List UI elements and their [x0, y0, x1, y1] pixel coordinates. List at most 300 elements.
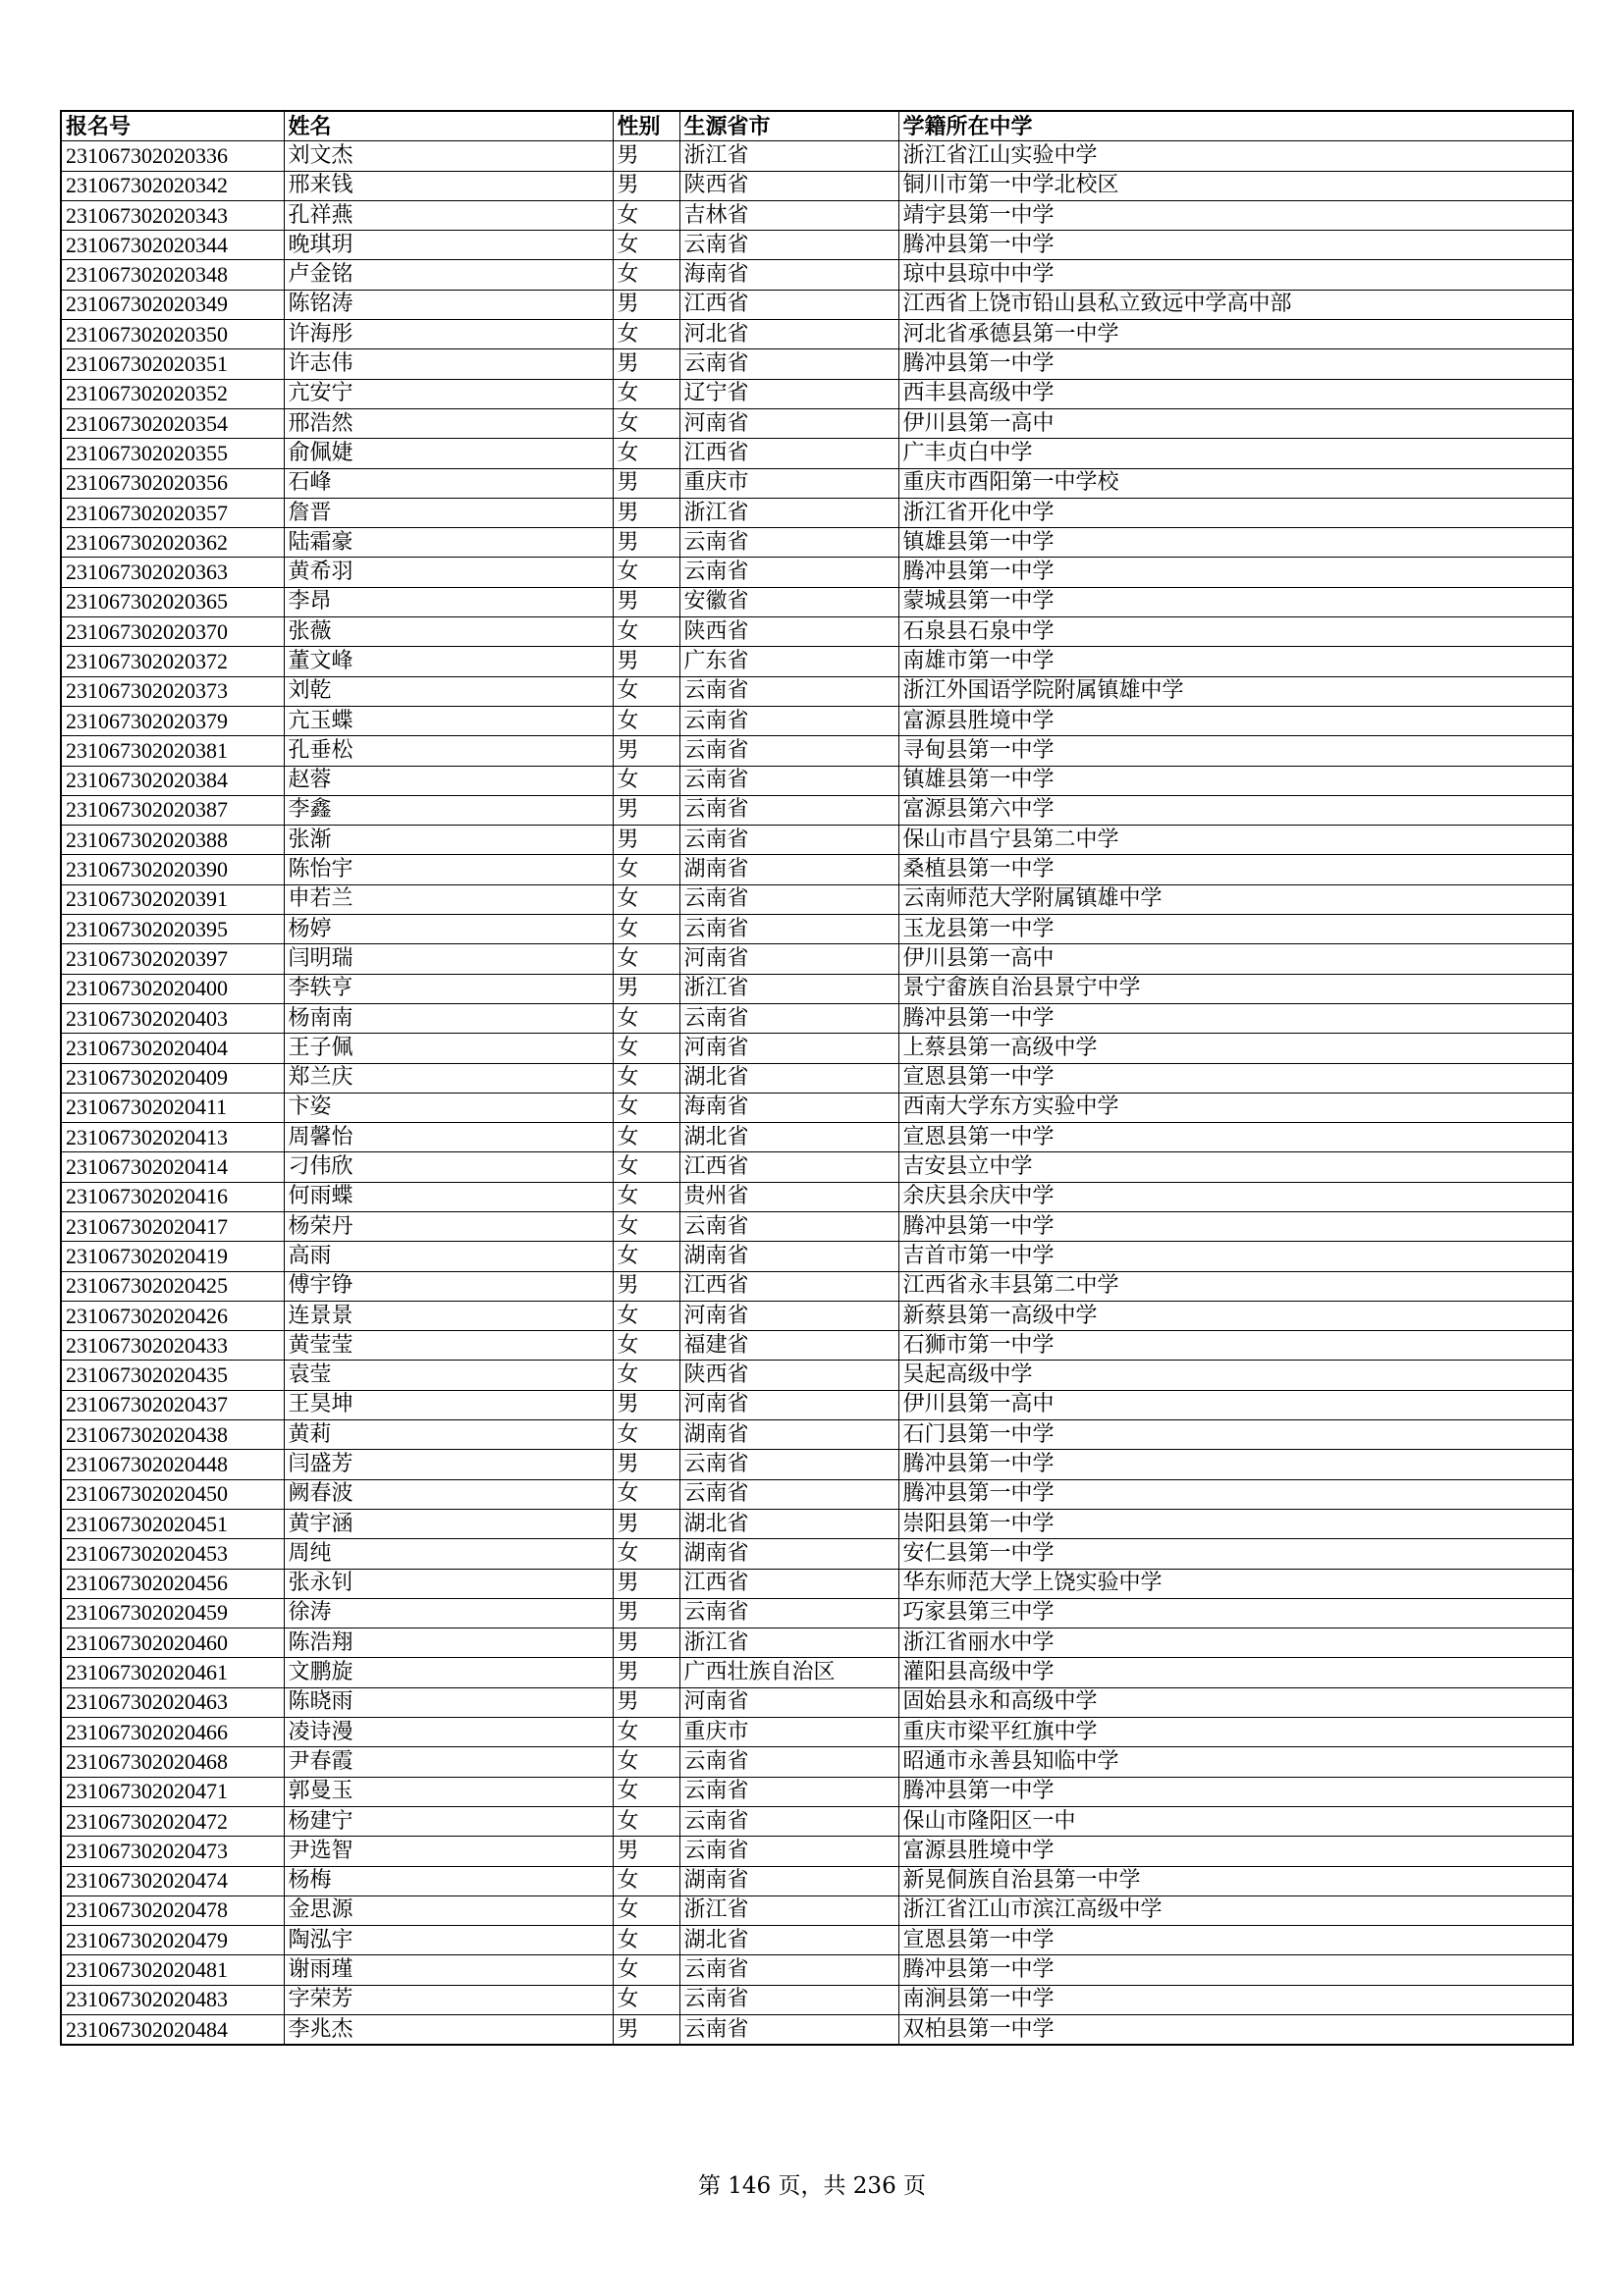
gender-cell: 男 [613, 647, 679, 676]
registration-number-cell: 231067302020451 [61, 1509, 284, 1538]
school-cell: 石泉县石泉中学 [898, 617, 1573, 647]
registration-number-cell: 231067302020354 [61, 408, 284, 438]
registration-number-cell: 231067302020471 [61, 1777, 284, 1806]
school-cell: 蒙城县第一中学 [898, 587, 1573, 616]
province-cell: 云南省 [679, 1747, 898, 1777]
province-cell: 云南省 [679, 1598, 898, 1628]
name-cell: 杨荣丹 [284, 1211, 613, 1241]
registration-number-cell: 231067302020478 [61, 1896, 284, 1925]
table-row [61, 1390, 1573, 1419]
table-row [61, 200, 1573, 230]
table-row [61, 1211, 1573, 1241]
gender-cell: 男 [613, 1629, 679, 1658]
name-cell: 杨婷 [284, 915, 613, 944]
school-cell: 新蔡县第一高级中学 [898, 1301, 1573, 1330]
province-cell: 湖南省 [679, 1420, 898, 1450]
table-row [61, 1837, 1573, 1866]
province-cell: 云南省 [679, 736, 898, 766]
school-cell: 腾冲县第一中学 [898, 1211, 1573, 1241]
province-cell: 云南省 [679, 1003, 898, 1033]
registration-number-cell: 231067302020403 [61, 1003, 284, 1033]
school-cell: 保山市隆阳区一中 [898, 1806, 1573, 1836]
province-cell: 河南省 [679, 1687, 898, 1717]
name-cell: 阙春波 [284, 1479, 613, 1509]
school-cell: 琼中县琼中中学 [898, 260, 1573, 290]
registration-number-cell: 231067302020450 [61, 1479, 284, 1509]
table-row [61, 1985, 1573, 2014]
registration-number-cell: 231067302020373 [61, 676, 284, 706]
name-cell: 黄莹莹 [284, 1331, 613, 1361]
header-registration-number: 报名号 [61, 111, 284, 141]
province-cell: 湖北省 [679, 1063, 898, 1093]
name-cell: 傅宇铮 [284, 1271, 613, 1301]
gender-cell: 女 [613, 231, 679, 260]
table-row [61, 647, 1573, 676]
gender-cell: 女 [613, 617, 679, 647]
registration-number-cell: 231067302020356 [61, 468, 284, 498]
province-cell: 陕西省 [679, 171, 898, 200]
table-row [61, 1926, 1573, 1955]
province-cell: 云南省 [679, 1479, 898, 1509]
province-cell: 云南省 [679, 1806, 898, 1836]
gender-cell: 女 [613, 408, 679, 438]
registration-number-cell: 231067302020433 [61, 1331, 284, 1361]
province-cell: 云南省 [679, 1450, 898, 1479]
registration-number-cell: 231067302020466 [61, 1718, 284, 1747]
province-cell: 河南省 [679, 1390, 898, 1419]
province-cell: 江西省 [679, 290, 898, 319]
name-cell: 李兆杰 [284, 2015, 613, 2046]
province-cell: 云南省 [679, 528, 898, 558]
school-cell: 余庆县余庆中学 [898, 1182, 1573, 1211]
province-cell: 浙江省 [679, 498, 898, 527]
gender-cell: 男 [613, 1569, 679, 1598]
province-cell: 湖南省 [679, 1242, 898, 1271]
gender-cell: 女 [613, 1361, 679, 1390]
name-cell: 凌诗漫 [284, 1718, 613, 1747]
province-cell: 湖北省 [679, 1509, 898, 1538]
gender-cell: 男 [613, 290, 679, 319]
registration-number-cell: 231067302020342 [61, 171, 284, 200]
province-cell: 福建省 [679, 1331, 898, 1361]
school-cell: 巧家县第三中学 [898, 1598, 1573, 1628]
registration-number-cell: 231067302020390 [61, 855, 284, 884]
gender-cell: 女 [613, 1479, 679, 1509]
school-cell: 铜川市第一中学北校区 [898, 171, 1573, 200]
page-footer: 第 146 页，共 236 页 [697, 2173, 927, 2199]
gender-cell: 男 [613, 1658, 679, 1687]
province-cell: 湖北省 [679, 1123, 898, 1152]
school-cell: 华东师范大学上饶实验中学 [898, 1569, 1573, 1598]
gender-cell: 女 [613, 1331, 679, 1361]
province-cell: 浙江省 [679, 974, 898, 1003]
table-row [61, 1034, 1573, 1063]
name-cell: 杨建宁 [284, 1806, 613, 1836]
registration-number-cell: 231067302020362 [61, 528, 284, 558]
gender-cell: 男 [613, 141, 679, 171]
school-cell: 景宁畲族自治县景宁中学 [898, 974, 1573, 1003]
registration-number-cell: 231067302020388 [61, 826, 284, 855]
table-row [61, 1361, 1573, 1390]
name-cell: 尹春霞 [284, 1747, 613, 1777]
gender-cell: 男 [613, 1687, 679, 1717]
header-province: 生源省市 [679, 111, 898, 141]
gender-cell: 男 [613, 795, 679, 825]
gender-cell: 女 [613, 1896, 679, 1925]
registration-number-cell: 231067302020426 [61, 1301, 284, 1330]
gender-cell: 男 [613, 1390, 679, 1419]
gender-cell: 女 [613, 439, 679, 468]
registration-number-cell: 231067302020479 [61, 1926, 284, 1955]
province-cell: 重庆市 [679, 468, 898, 498]
gender-cell: 男 [613, 171, 679, 200]
name-cell: 金思源 [284, 1896, 613, 1925]
name-cell: 张永钊 [284, 1569, 613, 1598]
table-row [61, 826, 1573, 855]
table-row [61, 915, 1573, 944]
name-cell: 黄宇涵 [284, 1509, 613, 1538]
gender-cell: 女 [613, 1093, 679, 1122]
name-cell: 孔垂松 [284, 736, 613, 766]
gender-cell: 女 [613, 676, 679, 706]
name-cell: 尹选智 [284, 1837, 613, 1866]
name-cell: 邢浩然 [284, 408, 613, 438]
school-cell: 腾冲县第一中学 [898, 1003, 1573, 1033]
gender-cell: 女 [613, 1539, 679, 1569]
gender-cell: 女 [613, 1152, 679, 1182]
province-cell: 重庆市 [679, 1718, 898, 1747]
name-cell: 闫盛芳 [284, 1450, 613, 1479]
registration-number-cell: 231067302020372 [61, 647, 284, 676]
gender-cell: 男 [613, 2015, 679, 2046]
name-cell: 周馨怡 [284, 1123, 613, 1152]
school-cell: 吴起高级中学 [898, 1361, 1573, 1390]
gender-cell: 女 [613, 1955, 679, 1985]
name-cell: 袁莹 [284, 1361, 613, 1390]
header-name: 姓名 [284, 111, 613, 141]
table-row [61, 706, 1573, 735]
gender-cell: 男 [613, 736, 679, 766]
gender-cell: 女 [613, 1034, 679, 1063]
school-cell: 伊川县第一高中 [898, 944, 1573, 974]
registration-number-cell: 231067302020461 [61, 1658, 284, 1687]
school-cell: 河北省承德县第一中学 [898, 320, 1573, 349]
name-cell: 字荣芳 [284, 1985, 613, 2014]
province-cell: 湖北省 [679, 1926, 898, 1955]
registration-number-cell: 231067302020400 [61, 974, 284, 1003]
school-cell: 固始县永和高级中学 [898, 1687, 1573, 1717]
name-cell: 卢金铭 [284, 260, 613, 290]
registration-number-cell: 231067302020344 [61, 231, 284, 260]
gender-cell: 男 [613, 468, 679, 498]
table-row [61, 884, 1573, 914]
gender-cell: 男 [613, 587, 679, 616]
gender-cell: 女 [613, 1985, 679, 2014]
table-row [61, 408, 1573, 438]
province-cell: 云南省 [679, 231, 898, 260]
school-cell: 腾冲县第一中学 [898, 349, 1573, 379]
school-cell: 镇雄县第一中学 [898, 766, 1573, 795]
table-row [61, 1152, 1573, 1182]
school-cell: 富源县胜境中学 [898, 706, 1573, 735]
school-cell: 西丰县高级中学 [898, 379, 1573, 408]
name-cell: 李鑫 [284, 795, 613, 825]
province-cell: 云南省 [679, 915, 898, 944]
school-cell: 石狮市第一中学 [898, 1331, 1573, 1361]
table-row [61, 171, 1573, 200]
province-cell: 江西省 [679, 1569, 898, 1598]
registration-number-cell: 231067302020483 [61, 1985, 284, 2014]
province-cell: 云南省 [679, 676, 898, 706]
registration-number-cell: 231067302020448 [61, 1450, 284, 1479]
table-row [61, 2015, 1573, 2046]
province-cell: 安徽省 [679, 587, 898, 616]
registration-number-cell: 231067302020370 [61, 617, 284, 647]
gender-cell: 男 [613, 1509, 679, 1538]
name-cell: 许志伟 [284, 349, 613, 379]
registration-number-cell: 231067302020348 [61, 260, 284, 290]
province-cell: 云南省 [679, 1211, 898, 1241]
registration-number-cell: 231067302020435 [61, 1361, 284, 1390]
name-cell: 石峰 [284, 468, 613, 498]
table-row [61, 1569, 1573, 1598]
registration-number-cell: 231067302020391 [61, 884, 284, 914]
name-cell: 周纯 [284, 1539, 613, 1569]
table-row [61, 1509, 1573, 1538]
header-row [61, 111, 1573, 141]
gender-cell: 男 [613, 1598, 679, 1628]
school-cell: 石门县第一中学 [898, 1420, 1573, 1450]
name-cell: 郑兰庆 [284, 1063, 613, 1093]
table-row [61, 498, 1573, 527]
table-row [61, 468, 1573, 498]
school-cell: 腾冲县第一中学 [898, 1777, 1573, 1806]
school-cell: 伊川县第一高中 [898, 1390, 1573, 1419]
province-cell: 陕西省 [679, 617, 898, 647]
table-row [61, 349, 1573, 379]
table-row [61, 260, 1573, 290]
name-cell: 陈浩翔 [284, 1629, 613, 1658]
school-cell: 江西省上饶市铅山县私立致远中学高中部 [898, 290, 1573, 319]
table-row [61, 1301, 1573, 1330]
province-cell: 浙江省 [679, 1896, 898, 1925]
school-cell: 吉首市第一中学 [898, 1242, 1573, 1271]
province-cell: 广西壮族自治区 [679, 1658, 898, 1687]
gender-cell: 女 [613, 1806, 679, 1836]
school-cell: 腾冲县第一中学 [898, 1479, 1573, 1509]
gender-cell: 女 [613, 1420, 679, 1450]
school-cell: 广丰贞白中学 [898, 439, 1573, 468]
gender-cell: 女 [613, 1777, 679, 1806]
school-cell: 镇雄县第一中学 [898, 528, 1573, 558]
table-row [61, 795, 1573, 825]
gender-cell: 女 [613, 1003, 679, 1033]
registration-number-cell: 231067302020355 [61, 439, 284, 468]
name-cell: 杨梅 [284, 1866, 613, 1896]
gender-cell: 男 [613, 498, 679, 527]
registration-number-cell: 231067302020409 [61, 1063, 284, 1093]
province-cell: 云南省 [679, 2015, 898, 2046]
school-cell: 云南师范大学附属镇雄中学 [898, 884, 1573, 914]
gender-cell: 男 [613, 974, 679, 1003]
school-cell: 昭通市永善县知临中学 [898, 1747, 1573, 1777]
registration-number-cell: 231067302020349 [61, 290, 284, 319]
name-cell: 杨南南 [284, 1003, 613, 1033]
school-cell: 江西省永丰县第二中学 [898, 1271, 1573, 1301]
table-row [61, 944, 1573, 974]
table-row [61, 1242, 1573, 1271]
province-cell: 江西省 [679, 439, 898, 468]
gender-cell: 男 [613, 1450, 679, 1479]
name-cell: 詹晋 [284, 498, 613, 527]
province-cell: 湖南省 [679, 1866, 898, 1896]
school-cell: 安仁县第一中学 [898, 1539, 1573, 1569]
school-cell: 富源县胜境中学 [898, 1837, 1573, 1866]
gender-cell: 女 [613, 1123, 679, 1152]
gender-cell: 女 [613, 766, 679, 795]
school-cell: 浙江省开化中学 [898, 498, 1573, 527]
table-row [61, 1123, 1573, 1152]
header-school: 学籍所在中学 [898, 111, 1573, 141]
table-row [61, 290, 1573, 319]
table-row [61, 1063, 1573, 1093]
gender-cell: 女 [613, 1926, 679, 1955]
registration-number-cell: 231067302020437 [61, 1390, 284, 1419]
table-row [61, 855, 1573, 884]
registration-number-cell: 231067302020463 [61, 1687, 284, 1717]
province-cell: 贵州省 [679, 1182, 898, 1211]
name-cell: 陆霜豪 [284, 528, 613, 558]
table-body [61, 141, 1573, 2046]
registration-number-cell: 231067302020419 [61, 1242, 284, 1271]
name-cell: 陈晓雨 [284, 1687, 613, 1717]
table-row [61, 587, 1573, 616]
registration-number-cell: 231067302020381 [61, 736, 284, 766]
province-cell: 云南省 [679, 766, 898, 795]
province-cell: 河南省 [679, 944, 898, 974]
name-cell: 董文峰 [284, 647, 613, 676]
name-cell: 邢来钱 [284, 171, 613, 200]
province-cell: 广东省 [679, 647, 898, 676]
province-cell: 江西省 [679, 1271, 898, 1301]
school-cell: 伊川县第一高中 [898, 408, 1573, 438]
name-cell: 张渐 [284, 826, 613, 855]
registration-number-cell: 231067302020416 [61, 1182, 284, 1211]
name-cell: 闫明瑞 [284, 944, 613, 974]
gender-cell: 女 [613, 1211, 679, 1241]
name-cell: 陈铭涛 [284, 290, 613, 319]
province-cell: 云南省 [679, 1777, 898, 1806]
gender-cell: 女 [613, 320, 679, 349]
name-cell: 王昊坤 [284, 1390, 613, 1419]
table-row [61, 1479, 1573, 1509]
province-cell: 云南省 [679, 795, 898, 825]
school-cell: 保山市昌宁县第二中学 [898, 826, 1573, 855]
table-header [61, 111, 1573, 141]
school-cell: 双柏县第一中学 [898, 2015, 1573, 2046]
school-cell: 西南大学东方实验中学 [898, 1093, 1573, 1122]
table-row [61, 1747, 1573, 1777]
gender-cell: 女 [613, 1866, 679, 1896]
table-row [61, 528, 1573, 558]
province-cell: 海南省 [679, 1093, 898, 1122]
province-cell: 湖南省 [679, 1539, 898, 1569]
registration-number-cell: 231067302020350 [61, 320, 284, 349]
school-cell: 重庆市梁平红旗中学 [898, 1718, 1573, 1747]
gender-cell: 男 [613, 1271, 679, 1301]
province-cell: 湖南省 [679, 855, 898, 884]
table-row [61, 1955, 1573, 1985]
school-cell: 玉龙县第一中学 [898, 915, 1573, 944]
registration-number-cell: 231067302020472 [61, 1806, 284, 1836]
name-cell: 张薇 [284, 617, 613, 647]
gender-cell: 女 [613, 1301, 679, 1330]
school-cell: 桑植县第一中学 [898, 855, 1573, 884]
registration-number-cell: 231067302020352 [61, 379, 284, 408]
registration-number-cell: 231067302020343 [61, 200, 284, 230]
school-cell: 浙江外国语学院附属镇雄中学 [898, 676, 1573, 706]
name-cell: 高雨 [284, 1242, 613, 1271]
registration-number-cell: 231067302020351 [61, 349, 284, 379]
registration-number-cell: 231067302020460 [61, 1629, 284, 1658]
table-row [61, 1093, 1573, 1122]
registration-number-cell: 231067302020417 [61, 1211, 284, 1241]
name-cell: 郭曼玉 [284, 1777, 613, 1806]
gender-cell: 女 [613, 260, 679, 290]
school-cell: 崇阳县第一中学 [898, 1509, 1573, 1538]
registration-number-cell: 231067302020453 [61, 1539, 284, 1569]
registration-number-cell: 231067302020484 [61, 2015, 284, 2046]
name-cell: 许海彤 [284, 320, 613, 349]
table-row [61, 1539, 1573, 1569]
province-cell: 云南省 [679, 1837, 898, 1866]
school-cell: 浙江省丽水中学 [898, 1629, 1573, 1658]
name-cell: 晚琪玥 [284, 231, 613, 260]
registration-number-cell: 231067302020425 [61, 1271, 284, 1301]
gender-cell: 女 [613, 706, 679, 735]
name-cell: 连景景 [284, 1301, 613, 1330]
name-cell: 文鹏旋 [284, 1658, 613, 1687]
name-cell: 陶泓宇 [284, 1926, 613, 1955]
school-cell: 宣恩县第一中学 [898, 1063, 1573, 1093]
registration-number-cell: 231067302020336 [61, 141, 284, 171]
school-cell: 寻甸县第一中学 [898, 736, 1573, 766]
school-cell: 吉安县立中学 [898, 1152, 1573, 1182]
table-row [61, 1896, 1573, 1925]
registration-number-cell: 231067302020357 [61, 498, 284, 527]
province-cell: 浙江省 [679, 1629, 898, 1658]
school-cell: 南涧县第一中学 [898, 1985, 1573, 2014]
registration-number-cell: 231067302020365 [61, 587, 284, 616]
registration-number-cell: 231067302020474 [61, 1866, 284, 1896]
name-cell: 王子佩 [284, 1034, 613, 1063]
table-row [61, 1658, 1573, 1687]
gender-cell: 女 [613, 1063, 679, 1093]
table-row [61, 974, 1573, 1003]
gender-cell: 女 [613, 915, 679, 944]
gender-cell: 女 [613, 558, 679, 587]
gender-cell: 男 [613, 1837, 679, 1866]
table-row [61, 736, 1573, 766]
gender-cell: 女 [613, 1242, 679, 1271]
name-cell: 卞姿 [284, 1093, 613, 1122]
registration-number-cell: 231067302020384 [61, 766, 284, 795]
table-row [61, 231, 1573, 260]
province-cell: 河北省 [679, 320, 898, 349]
name-cell: 李昂 [284, 587, 613, 616]
gender-cell: 女 [613, 379, 679, 408]
gender-cell: 女 [613, 884, 679, 914]
